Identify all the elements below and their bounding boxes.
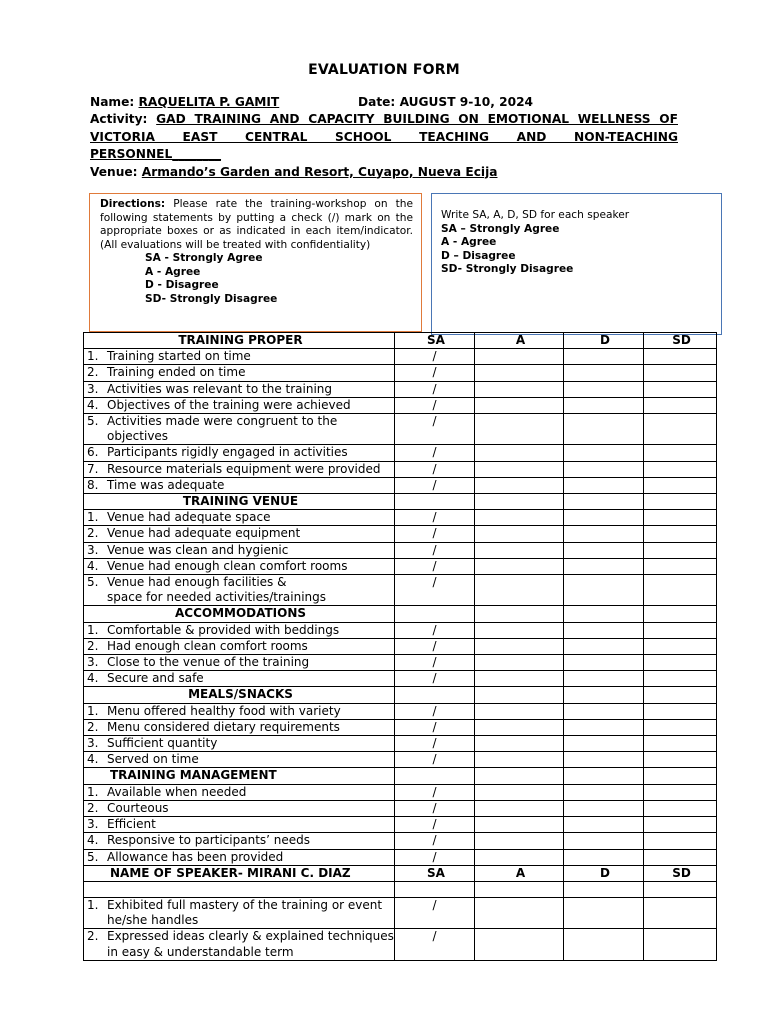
rating-a-cell [475, 542, 564, 558]
item-text: Responsive to participants’ needs [107, 833, 311, 848]
rating-d-cell [564, 655, 644, 671]
rating-sd-cell [644, 638, 717, 654]
item-number: 3. [87, 655, 99, 670]
rating-sd-cell [644, 477, 717, 493]
rating-sd-cell [644, 929, 717, 960]
rating-d-cell [564, 397, 644, 413]
empty-cell [644, 881, 717, 897]
table-row [84, 575, 717, 606]
empty-cell [475, 687, 564, 703]
empty-cell [395, 606, 475, 622]
section-header-row [84, 494, 717, 510]
name-label: Name: [90, 95, 135, 109]
item-number: 3. [87, 736, 99, 751]
rating-d-cell [564, 736, 644, 752]
item-text: Efficient [107, 817, 156, 832]
rating-d-cell [564, 575, 644, 606]
speaker-legend-sd: SD- Strongly Disagree [441, 263, 574, 275]
rating-a-cell [475, 558, 564, 574]
item-text: Allowance has been provided [107, 849, 284, 864]
column-header-a: A [475, 333, 564, 349]
rating-sa-cell: / [395, 897, 475, 928]
section-title: TRAINING MANAGEMENT [84, 768, 395, 784]
rating-d-cell [564, 638, 644, 654]
item-text: Resource materials equipment were provided [107, 461, 381, 476]
speaker-legend-sa: SA – Strongly Agree [441, 222, 560, 235]
name-date-line [90, 94, 678, 112]
item-number: 1. [87, 622, 99, 637]
activity-value-1: GAD TRAINING AND CAPACITY BUILDING ON EMOTIONAL WELLNESS OF [156, 112, 678, 126]
rating-sd-cell [644, 849, 717, 865]
rating-sa-cell: / [395, 381, 475, 397]
rating-sa-cell: / [395, 575, 475, 606]
rating-sa-cell: / [395, 849, 475, 865]
empty-cell [475, 606, 564, 622]
column-header-sd: SD [644, 333, 717, 349]
rating-sd-cell [644, 622, 717, 638]
speaker-header-row [84, 865, 717, 881]
section-title: TRAINING PROPER [84, 333, 395, 349]
rating-d-cell [564, 719, 644, 735]
rating-sd-cell [644, 833, 717, 849]
rating-d-cell [564, 622, 644, 638]
speaker-intro: Write SA, A, D, SD for each speaker [441, 209, 630, 221]
rating-sd-cell [644, 719, 717, 735]
item-number: 2. [87, 929, 99, 944]
rating-sa-cell: / [395, 929, 475, 960]
activity-line-1 [90, 111, 678, 129]
empty-cell [84, 881, 395, 897]
empty-cell [564, 881, 644, 897]
item-text: Training started on time [107, 349, 251, 364]
item-text: Available when needed [107, 784, 247, 799]
item-number: 1. [87, 349, 99, 364]
item-text: Comfortable & provided with beddings [107, 622, 340, 637]
legend-a: A - Agree [145, 265, 201, 278]
item-text: Close to the venue of the training [107, 655, 310, 670]
rating-sd-cell [644, 397, 717, 413]
section-4-item-1 [84, 784, 395, 800]
rating-d-cell [564, 671, 644, 687]
directions-box [89, 193, 422, 332]
rating-a-cell [475, 575, 564, 606]
item-number: 4. [87, 558, 99, 573]
rating-d-cell [564, 558, 644, 574]
rating-sd-cell [644, 381, 717, 397]
section-4-item-5 [84, 849, 395, 865]
empty-cell [475, 881, 564, 897]
rating-sa-cell: / [395, 817, 475, 833]
speaker-column-header-sa: SA [395, 865, 475, 881]
rating-d-cell [564, 349, 644, 365]
item-number: 1. [87, 703, 99, 718]
rating-d-cell [564, 897, 644, 928]
rating-a-cell [475, 849, 564, 865]
empty-cell [644, 606, 717, 622]
rating-sa-cell: / [395, 703, 475, 719]
table-row [84, 542, 717, 558]
rating-a-cell [475, 817, 564, 833]
item-number: 4. [87, 671, 99, 686]
section-1-item-1 [84, 510, 395, 526]
section-0-item-2 [84, 365, 395, 381]
item-text-continued: space for needed activities/trainings [107, 590, 327, 605]
rating-sd-cell [644, 461, 717, 477]
empty-cell [475, 494, 564, 510]
table-row [84, 622, 717, 638]
rating-a-cell [475, 381, 564, 397]
rating-sa-cell: / [395, 622, 475, 638]
rating-sd-cell [644, 365, 717, 381]
rating-a-cell [475, 736, 564, 752]
table-row [84, 784, 717, 800]
rating-d-cell [564, 929, 644, 960]
item-text: Had enough clean comfort rooms [107, 638, 308, 653]
item-text: Sufficient quantity [107, 736, 218, 751]
rating-sa-cell: / [395, 526, 475, 542]
rating-sa-cell: / [395, 833, 475, 849]
rating-sa-cell: / [395, 414, 475, 445]
table-row [84, 381, 717, 397]
name-value: RAQUELITA P. GAMIT [138, 95, 280, 109]
rating-sa-cell: / [395, 510, 475, 526]
date-value: AUGUST 9-10, 2024 [399, 95, 534, 109]
rating-sa-cell: / [395, 784, 475, 800]
venue-value: Armando’s Garden and Resort, Cuyapo, Nueva Ecija [141, 164, 498, 179]
table-row [84, 752, 717, 768]
section-2-item-3 [84, 655, 395, 671]
rating-sd-cell [644, 752, 717, 768]
rating-sd-cell [644, 349, 717, 365]
empty-cell [395, 687, 475, 703]
speaker-column-header-sd: SD [644, 865, 717, 881]
table-row [84, 897, 717, 928]
section-0-item-5 [84, 414, 395, 445]
item-text: Training ended on time [107, 365, 246, 380]
date-field [358, 94, 533, 112]
rating-sd-cell [644, 558, 717, 574]
activity-block [90, 111, 678, 181]
empty-cell [644, 494, 717, 510]
section-0-item-1 [84, 349, 395, 365]
rating-d-cell [564, 784, 644, 800]
rating-a-cell [475, 929, 564, 960]
section-header-row [84, 687, 717, 703]
legend-sa: SA - Strongly Agree [145, 252, 263, 264]
directions-body: Please rate the training-workshop on the following statements by putting a check (/) mark on the appropriate boxes or as indicated in each item/indicator. (All evaluations will be treated with confidentiality) [100, 198, 414, 251]
blank-row [84, 881, 717, 897]
table-row [84, 638, 717, 654]
rating-sd-cell [644, 736, 717, 752]
rating-sa-cell: / [395, 638, 475, 654]
item-number: 2. [87, 638, 99, 653]
item-text: Activities was relevant to the training [107, 381, 332, 396]
directions-label: Directions: [100, 198, 166, 210]
item-number: 1. [87, 897, 99, 912]
rating-a-cell [475, 800, 564, 816]
table-row [84, 365, 717, 381]
rating-sa-cell: / [395, 719, 475, 735]
column-header-sa: SA [395, 333, 475, 349]
item-text: Participants rigidly engaged in activities [107, 445, 348, 460]
item-number: 3. [87, 381, 99, 396]
venue-line [90, 164, 678, 182]
table-row [84, 558, 717, 574]
item-text: Venue had enough facilities & [107, 575, 287, 590]
rating-d-cell [564, 445, 644, 461]
evaluation-table [83, 332, 717, 961]
legend-d: D - Disagree [145, 279, 219, 291]
activity-label: Activity: [90, 112, 148, 126]
rating-d-cell [564, 510, 644, 526]
section-2-item-4 [84, 671, 395, 687]
item-number: 4. [87, 397, 99, 412]
rating-d-cell [564, 365, 644, 381]
speaker-column-header-a: A [475, 865, 564, 881]
item-text: Objectives of the training were achieved [107, 397, 351, 412]
rating-sd-cell [644, 542, 717, 558]
rating-sa-cell: / [395, 800, 475, 816]
item-number: 1. [87, 784, 99, 799]
date-label: Date: [358, 95, 396, 109]
speaker-name-title: NAME OF SPEAKER- MIRANI C. DIAZ [84, 865, 395, 881]
rating-sa-cell: / [395, 445, 475, 461]
table-row [84, 671, 717, 687]
section-header-row [84, 333, 717, 349]
form-title: EVALUATION FORM [308, 62, 460, 78]
section-0-item-4 [84, 397, 395, 413]
empty-cell [644, 687, 717, 703]
rating-sd-cell [644, 703, 717, 719]
section-3-item-1 [84, 703, 395, 719]
rating-d-cell [564, 542, 644, 558]
empty-cell [475, 768, 564, 784]
rating-sa-cell: / [395, 349, 475, 365]
speaker-instructions-box [431, 193, 722, 335]
rating-a-cell [475, 897, 564, 928]
item-number: 5. [87, 414, 99, 429]
section-0-item-6 [84, 445, 395, 461]
rating-sa-cell: / [395, 558, 475, 574]
rating-a-cell [475, 638, 564, 654]
empty-cell [395, 494, 475, 510]
rating-a-cell [475, 703, 564, 719]
rating-sd-cell [644, 526, 717, 542]
section-title: TRAINING VENUE [84, 494, 395, 510]
item-text: Venue was clean and hygienic [107, 542, 289, 557]
item-number: 7. [87, 461, 99, 476]
rating-a-cell [475, 622, 564, 638]
item-number: 5. [87, 575, 99, 590]
rating-sd-cell [644, 784, 717, 800]
rating-d-cell [564, 477, 644, 493]
item-number: 6. [87, 445, 99, 460]
speaker-legend-a: A - Agree [441, 236, 497, 248]
rating-sd-cell [644, 510, 717, 526]
table-row [84, 445, 717, 461]
table-row [84, 736, 717, 752]
section-1-item-4 [84, 558, 395, 574]
directions-text [100, 198, 413, 252]
rating-sa-cell: / [395, 671, 475, 687]
item-number: 2. [87, 526, 99, 541]
rating-sd-cell [644, 817, 717, 833]
item-number: 2. [87, 365, 99, 380]
rating-sd-cell [644, 414, 717, 445]
rating-d-cell [564, 381, 644, 397]
section-header-row [84, 768, 717, 784]
rating-d-cell [564, 800, 644, 816]
rating-a-cell [475, 445, 564, 461]
rating-a-cell [475, 719, 564, 735]
activity-line-3: PERSONNEL________ [90, 147, 222, 161]
section-4-item-3 [84, 817, 395, 833]
item-number: 4. [87, 833, 99, 848]
empty-cell [395, 881, 475, 897]
section-0-item-3 [84, 381, 395, 397]
rating-sa-cell: / [395, 477, 475, 493]
rating-a-cell [475, 671, 564, 687]
rating-d-cell [564, 849, 644, 865]
empty-cell [644, 768, 717, 784]
rating-sd-cell [644, 897, 717, 928]
rating-sa-cell: / [395, 736, 475, 752]
empty-cell [564, 768, 644, 784]
section-title: ACCOMMODATIONS [84, 606, 395, 622]
section-2-item-2 [84, 638, 395, 654]
item-number: 2. [87, 800, 99, 815]
table-row [84, 397, 717, 413]
item-number: 2. [87, 719, 99, 734]
speaker-column-header-d: D [564, 865, 644, 881]
table-row [84, 929, 717, 960]
venue-label: Venue: [90, 164, 138, 179]
section-0-item-8 [84, 477, 395, 493]
rating-sd-cell [644, 655, 717, 671]
rating-a-cell [475, 365, 564, 381]
rating-a-cell [475, 526, 564, 542]
section-1-item-2 [84, 526, 395, 542]
section-header-row [84, 606, 717, 622]
rating-sa-cell: / [395, 365, 475, 381]
rating-a-cell [475, 397, 564, 413]
section-1-item-5 [84, 575, 395, 606]
table-row [84, 703, 717, 719]
table-row [84, 817, 717, 833]
section-2-item-1 [84, 622, 395, 638]
rating-sa-cell: / [395, 461, 475, 477]
rating-sa-cell: / [395, 752, 475, 768]
empty-cell [564, 687, 644, 703]
empty-cell [395, 768, 475, 784]
rating-sd-cell [644, 575, 717, 606]
rating-a-cell [475, 414, 564, 445]
item-number: 3. [87, 542, 99, 557]
table-row [84, 477, 717, 493]
item-text: Served on time [107, 752, 199, 767]
item-number: 1. [87, 510, 99, 525]
rating-a-cell [475, 833, 564, 849]
rating-d-cell [564, 414, 644, 445]
item-text: Menu considered dietary requirements [107, 719, 340, 734]
item-text: Secure and safe [107, 671, 204, 686]
item-number: 8. [87, 477, 99, 492]
item-number: 3. [87, 817, 99, 832]
speaker-item-2 [84, 929, 395, 960]
table-row [84, 510, 717, 526]
item-text: Venue had adequate space [107, 510, 271, 525]
rating-d-cell [564, 752, 644, 768]
rating-a-cell [475, 655, 564, 671]
item-text: Expressed ideas clearly & explained techniques in easy & understandable term [107, 929, 394, 959]
item-text: Venue had adequate equipment [107, 526, 301, 541]
table-row [84, 414, 717, 445]
speaker-legend-d: D – Disagree [441, 249, 516, 262]
rating-d-cell [564, 817, 644, 833]
table-row [84, 349, 717, 365]
section-title: MEALS/SNACKS [84, 687, 395, 703]
item-number: 4. [87, 752, 99, 767]
rating-a-cell [475, 510, 564, 526]
rating-sa-cell: / [395, 542, 475, 558]
item-text: Exhibited full mastery of the training or event he/she handles [107, 897, 383, 928]
rating-a-cell [475, 477, 564, 493]
item-text: Menu offered healthy food with variety [107, 703, 341, 718]
rating-sa-cell: / [395, 397, 475, 413]
rating-sa-cell: / [395, 655, 475, 671]
rating-a-cell [475, 752, 564, 768]
empty-cell [564, 494, 644, 510]
rating-a-cell [475, 461, 564, 477]
rating-sd-cell [644, 445, 717, 461]
table-row [84, 461, 717, 477]
item-text: Activities made were congruent to the objectives [107, 414, 338, 444]
rating-d-cell [564, 461, 644, 477]
item-text: Courteous [107, 800, 169, 815]
empty-cell [564, 606, 644, 622]
activity-line-2: VICTORIA EAST CENTRAL SCHOOL TEACHING AND NON-TEACHING [90, 129, 678, 144]
rating-sd-cell [644, 671, 717, 687]
rating-a-cell [475, 349, 564, 365]
table-row [84, 719, 717, 735]
section-3-item-4 [84, 752, 395, 768]
speaker-item-1 [84, 897, 395, 928]
item-text: Time was adequate [107, 477, 225, 492]
rating-d-cell [564, 703, 644, 719]
item-number: 5. [87, 849, 99, 864]
legend-sd: SD- Strongly Disagree [145, 292, 278, 305]
section-3-item-3 [84, 736, 395, 752]
rating-d-cell [564, 833, 644, 849]
rating-d-cell [564, 526, 644, 542]
section-0-item-7 [84, 461, 395, 477]
column-header-d: D [564, 333, 644, 349]
rating-a-cell [475, 784, 564, 800]
table-row [84, 526, 717, 542]
table-row [84, 800, 717, 816]
section-3-item-2 [84, 719, 395, 735]
section-4-item-2 [84, 800, 395, 816]
section-1-item-3 [84, 542, 395, 558]
rating-sd-cell [644, 800, 717, 816]
table-row [84, 849, 717, 865]
table-row [84, 833, 717, 849]
section-4-item-4 [84, 833, 395, 849]
table-row [84, 655, 717, 671]
item-text: Venue had enough clean comfort rooms [107, 558, 348, 573]
